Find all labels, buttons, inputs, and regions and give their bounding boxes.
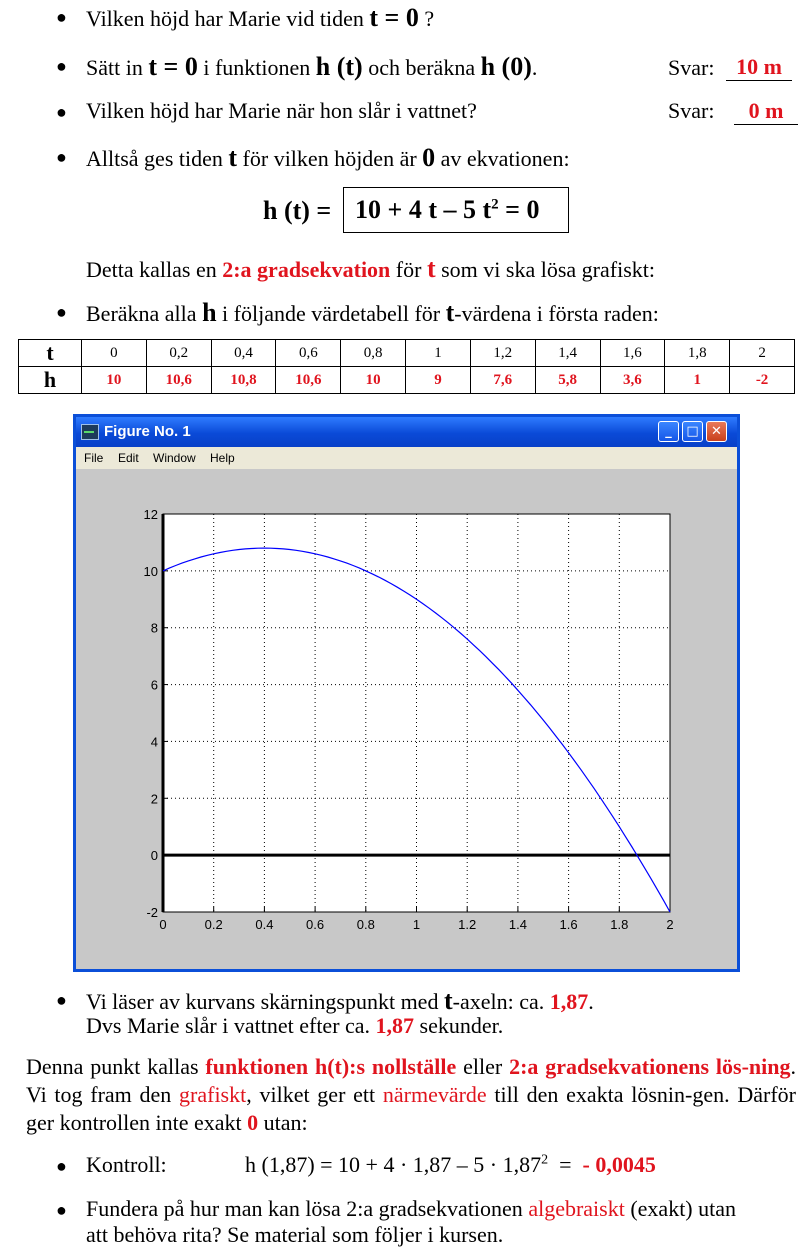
menu-bar [76, 447, 737, 469]
q2-mid1: i funktionen [197, 55, 316, 80]
x-tick-label: 0.2 [204, 917, 223, 932]
bullet-icon: ● [56, 102, 67, 122]
table-cell: 1,4 [535, 340, 600, 367]
equation-box [343, 187, 569, 233]
table-cell: 0 [82, 340, 147, 367]
x-tick-label: 1.2 [458, 917, 477, 932]
x-tick-label: 0.6 [306, 917, 325, 932]
bullet-icon: ● [56, 147, 67, 167]
q2-eq2: h (t) [315, 52, 363, 81]
answer-q3: 0 m [734, 98, 798, 125]
read2-value: 1,87 [375, 1013, 415, 1038]
table-cell: 10,8 [211, 367, 276, 394]
q1-post: ? [418, 6, 435, 31]
equation-end: = 0 [498, 195, 540, 224]
bullet-icon: ● [56, 990, 67, 1010]
close-icon[interactable]: ✕ [706, 421, 727, 442]
title-bar[interactable] [76, 417, 737, 447]
q1-eq: t = 0 [369, 3, 419, 32]
table-cell: 9 [406, 367, 471, 394]
called-post: som vi ska lösa grafiskt: [435, 257, 655, 282]
called-mid: för [390, 257, 427, 282]
y-tick-label: -2 [146, 905, 158, 920]
read1-t: t [443, 986, 453, 1015]
bullet-icon: ● [56, 7, 67, 27]
called-t: t [426, 254, 436, 283]
menu-edit[interactable]: Edit [118, 451, 139, 465]
read1-pre: Vi läser av kurvans skärningspunkt med [86, 989, 444, 1014]
table-cell: 10,6 [146, 367, 211, 394]
explanation-paragraph: Denna punkt kallas funktionen h(t):s nollställe eller 2:a gradsekvationens lös-ning. Vi tog fram den grafiskt, vilket ger ett närmevärde till den exakta lösnin-gen. Därför ger kontrollen inte exakt 0 utan: [26, 1054, 796, 1135]
y-tick-label: 0 [150, 848, 158, 864]
equation-exponent: 2 [491, 196, 499, 213]
kontroll-label: Kontroll: [86, 1152, 167, 1177]
table-cell: 3,6 [600, 367, 665, 394]
q5-pre: Beräkna alla [86, 301, 203, 326]
table-cell: 10 [341, 367, 406, 394]
table-header-h: h [19, 367, 82, 394]
read2-post: sekunder. [414, 1013, 504, 1038]
q2-post: . [531, 55, 538, 80]
y-tick-label: 6 [150, 677, 158, 693]
table-cell: 10,6 [276, 367, 341, 394]
q4-mid: för vilken höjden är [237, 146, 423, 171]
bullet-icon: ● [56, 56, 67, 76]
table-cell: 1,2 [470, 340, 535, 367]
equation-lhs: h (t) = [263, 196, 332, 225]
table-cell: 1,8 [665, 340, 730, 367]
maximize-icon[interactable]: □ [682, 421, 703, 442]
table-cell: 0,2 [146, 340, 211, 367]
q4-post: av ekvationen: [435, 146, 570, 171]
table-cell: 2 [730, 340, 795, 367]
bullet-icon: ● [56, 1156, 67, 1176]
table-cell: 10 [82, 367, 147, 394]
q4-pre: Alltså ges tiden [86, 146, 229, 171]
x-tick-label: 0 [159, 917, 167, 932]
equation-rhs: 10 + 4 t – 5 t [355, 195, 492, 224]
bullet-icon: ● [56, 302, 67, 322]
figure-app-icon [81, 424, 99, 440]
table-cell: 1 [665, 367, 730, 394]
x-tick-label: 1.6 [559, 917, 578, 932]
bullet-icon: ● [56, 1200, 67, 1220]
table-row-t [19, 340, 795, 367]
table-cell: 1 [406, 340, 471, 367]
q1-pre: Vilken höjd har Marie vid tiden [86, 6, 370, 31]
svar-label: Svar: [668, 98, 715, 123]
table-cell: 0,4 [211, 340, 276, 367]
menu-window[interactable]: Window [153, 451, 196, 465]
q2-eq1: t = 0 [148, 52, 198, 81]
x-tick-label: 0.8 [356, 917, 375, 932]
table-header-t: t [19, 340, 82, 367]
read1-value: 1,87 [549, 989, 589, 1014]
called-term: 2:a gradsekvation [222, 257, 391, 282]
q2-mid2: och beräkna [362, 55, 481, 80]
kontroll-exponent: 2 [541, 1152, 549, 1168]
table-cell: 0,8 [341, 340, 406, 367]
y-tick-label: 10 [143, 563, 158, 579]
table-cell: 5,8 [535, 367, 600, 394]
svar-label: Svar: [668, 55, 715, 80]
q5-h: h [202, 298, 217, 327]
q2-eq3: h (0) [480, 52, 532, 81]
kontroll-result: - 0,0045 [582, 1152, 656, 1177]
menu-file[interactable]: File [84, 451, 104, 465]
y-tick-label: 12 [143, 507, 158, 522]
y-tick-label: 8 [150, 620, 158, 636]
minimize-icon[interactable]: _ [658, 421, 679, 442]
q5-post: -värdena i första raden: [454, 301, 659, 326]
q4-t: t [228, 143, 238, 172]
x-tick-label: 1 [412, 917, 421, 932]
x-tick-label: 1.8 [610, 917, 629, 932]
q5-mid: i följande värdetabell för [216, 301, 446, 326]
table-cell: 0,6 [276, 340, 341, 367]
y-tick-label: 4 [150, 734, 158, 750]
kontroll-equals: = [548, 1152, 583, 1177]
x-tick-label: 2 [666, 917, 674, 932]
table-cell: 7,6 [470, 367, 535, 394]
q2-pre: Sätt in [86, 55, 149, 80]
q3-text: Vilken höjd har Marie när hon slår i vattnet? [86, 98, 477, 123]
read1-post: . [588, 989, 594, 1014]
read1-mid: -axeln: ca. [452, 989, 550, 1014]
read2-pre: Dvs Marie slår i vattnet efter ca. [86, 1013, 376, 1038]
table-row-h [19, 367, 795, 394]
x-tick-label: 1.4 [508, 917, 527, 932]
q5-t: t [445, 298, 455, 327]
y-tick-label: 2 [150, 791, 158, 807]
table-cell: 1,6 [600, 340, 665, 367]
plot-area [76, 469, 737, 969]
x-tick-label: 0.4 [255, 917, 274, 932]
line-chart [76, 469, 737, 969]
plot-background [163, 514, 670, 912]
window-title: Figure No. 1 [104, 423, 191, 440]
kontroll-expression: h (1,87) = 10 + 4 · 1,87 – 5 · 1,87 [245, 1152, 542, 1177]
menu-help[interactable]: Help [210, 451, 235, 465]
value-table [18, 339, 795, 394]
q4-zero: 0 [422, 143, 436, 172]
answer-q2: 10 m [726, 54, 792, 81]
figure-window [73, 414, 740, 972]
table-cell: -2 [730, 367, 795, 394]
called-pre: Detta kallas en [86, 257, 223, 282]
